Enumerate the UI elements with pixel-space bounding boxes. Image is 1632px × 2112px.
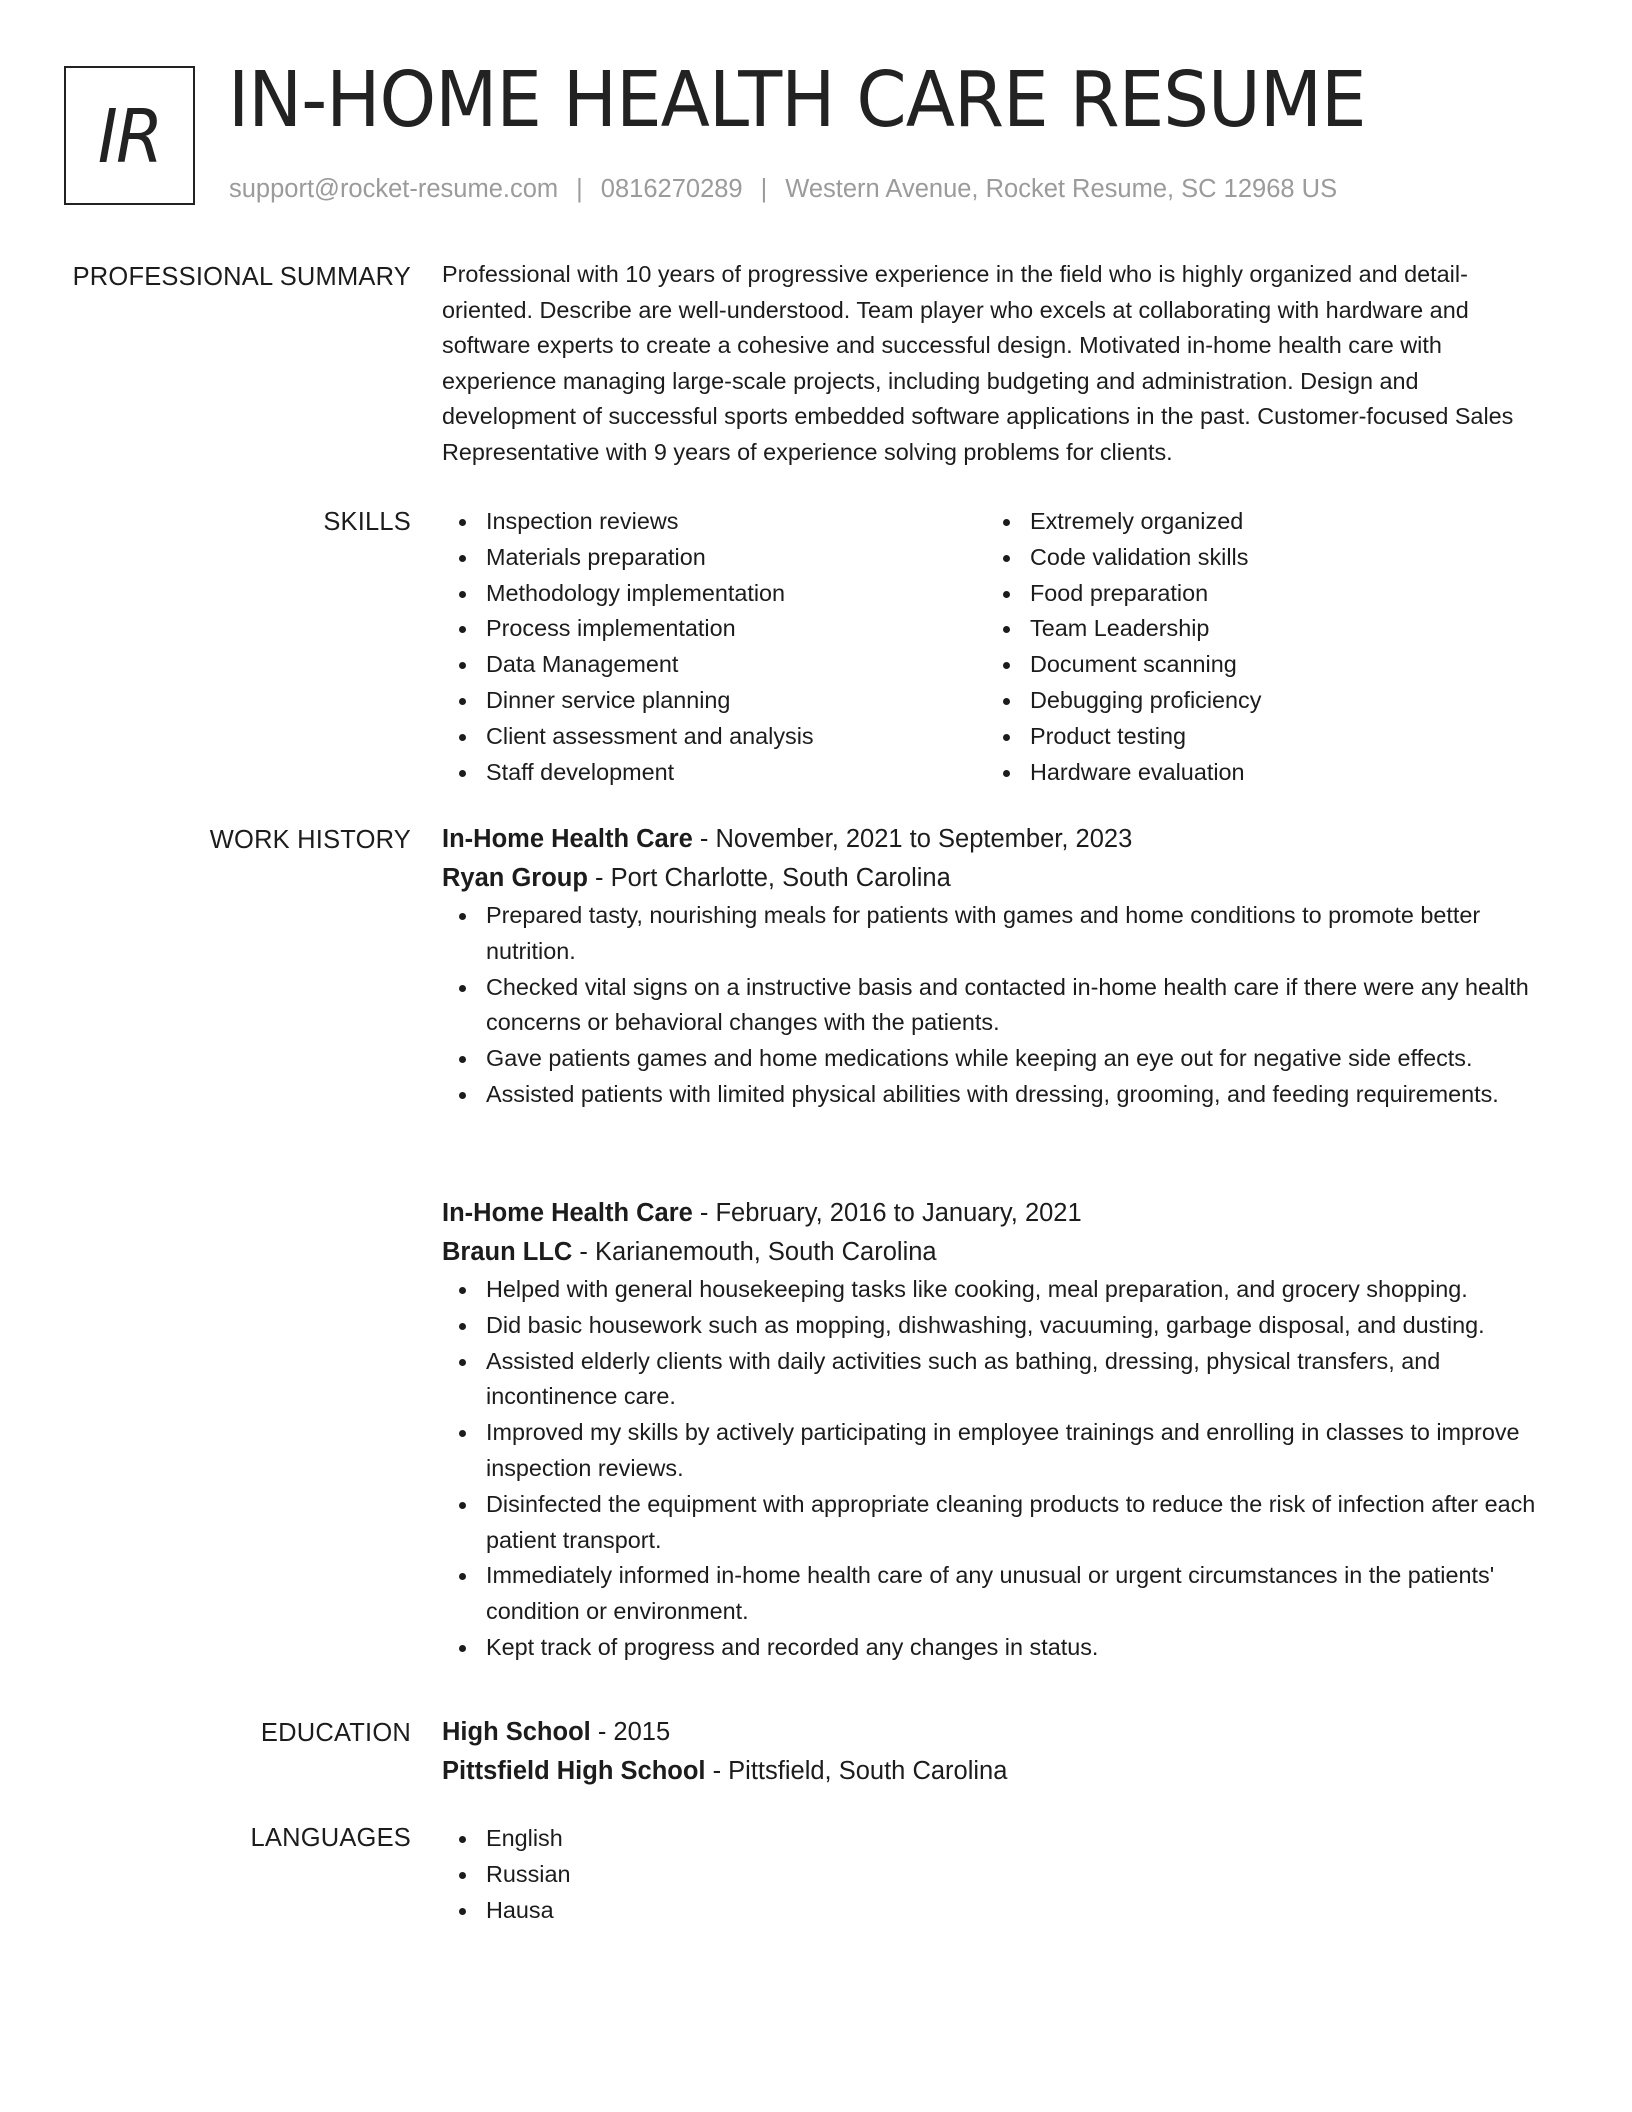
job-dates: - February, 2016 to January, 2021	[692, 1199, 1082, 1227]
job-duty: Helped with general housekeeping tasks like cooking, meal preparation, and grocery shopping.	[442, 1272, 1550, 1308]
education-school: Pittsfield High School	[442, 1757, 706, 1785]
job-duty: Did basic housework such as mopping, dishwashing, vacuuming, garbage disposal, and dusting.	[442, 1308, 1550, 1344]
job-duty: Checked vital signs on a instructive basis and contacted in-home health care if there were any health concerns or behavioral changes with the patients.	[442, 970, 1550, 1042]
monogram-initials: IR	[97, 93, 162, 180]
summary-text: Professional with 10 years of progressive experience in the field who is highly organized and detail-oriented. Describe are well-understood. Team player who excels at collaborating with hardware and software experts to create a cohesive and successful design. Motivated in-home health care with experience managing large-scale projects, including budgeting and administration. Design and development of successful sports embedded software applications in the past. Customer-focused Sales Representative with 9 years of experience solving problems for clients.	[442, 261, 1514, 465]
job-dates: - November, 2021 to September, 2023	[692, 825, 1133, 853]
job-duty: Prepared tasty, nourishing meals for patients with games and home conditions to promote better nutrition.	[442, 898, 1550, 970]
skill-item: Team Leadership	[986, 611, 1530, 647]
job-title-line	[442, 1194, 1550, 1233]
language-item: English	[442, 1821, 1550, 1857]
job-duty: Kept track of progress and recorded any changes in status.	[442, 1630, 1550, 1666]
job-company-line	[442, 1233, 1550, 1272]
education-degree-line	[442, 1713, 1550, 1752]
education-school-line	[442, 1752, 1550, 1791]
job-location: - Port Charlotte, South Carolina	[587, 864, 951, 892]
skill-item: Materials preparation	[442, 540, 986, 576]
job-position: In-Home Health Care	[442, 1199, 693, 1227]
skill-item: Document scanning	[986, 647, 1530, 683]
contact-email: support@rocket-resume.com	[229, 175, 559, 203]
resume-title: IN-HOME HEALTH CARE RESUME	[228, 56, 1366, 145]
contact-phone: 0816270289	[600, 175, 743, 203]
skill-item: Product testing	[986, 719, 1530, 755]
job-position: In-Home Health Care	[442, 825, 693, 853]
skill-item: Debugging proficiency	[986, 683, 1530, 719]
job-company: Ryan Group	[442, 864, 588, 892]
summary-heading: PROFESSIONAL SUMMARY	[72, 263, 411, 291]
job-company: Braun LLC	[442, 1238, 573, 1266]
skills-list-right	[986, 504, 1530, 790]
job-title-line	[442, 820, 1550, 859]
contact-separator: |	[576, 175, 583, 203]
language-item: Russian	[442, 1857, 1550, 1893]
job-duty: Improved my skills by actively participating in employee trainings and enrolling in classes to improve inspection reviews.	[442, 1415, 1550, 1487]
job-entry	[442, 1194, 1550, 1666]
job-entry	[442, 820, 1550, 1113]
monogram-box	[64, 66, 195, 205]
skill-item: Food preparation	[986, 576, 1530, 612]
skills-body	[442, 504, 1550, 790]
skill-item: Extremely organized	[986, 504, 1530, 540]
skills-heading: SKILLS	[323, 508, 411, 536]
languages-heading: LANGUAGES	[250, 1824, 411, 1852]
skill-item: Inspection reviews	[442, 504, 986, 540]
contact-line	[229, 172, 1337, 206]
job-duties-list	[442, 898, 1550, 1113]
skill-item: Methodology implementation	[442, 576, 986, 612]
skills-list-left	[442, 504, 986, 790]
skill-item: Code validation skills	[986, 540, 1530, 576]
education-degree: High School	[442, 1718, 591, 1746]
job-company-line	[442, 859, 1550, 898]
job-duty: Immediately informed in-home health care of any unusual or urgent circumstances in the patients' condition or environment.	[442, 1558, 1550, 1630]
skills-columns	[442, 504, 1550, 790]
skill-item: Process implementation	[442, 611, 986, 647]
education-location: - Pittsfield, South Carolina	[705, 1757, 1008, 1785]
education-year: - 2015	[590, 1718, 671, 1746]
job-duties-list	[442, 1272, 1550, 1666]
job-duty: Disinfected the equipment with appropriate cleaning products to reduce the risk of infection after each patient transport.	[442, 1487, 1550, 1559]
contact-separator: |	[760, 175, 768, 203]
languages-body	[442, 1821, 1550, 1928]
skill-item: Dinner service planning	[442, 683, 986, 719]
job-duty: Assisted patients with limited physical abilities with dressing, grooming, and feeding requirements.	[442, 1077, 1550, 1113]
education-heading: EDUCATION	[260, 1719, 411, 1747]
skill-item: Staff development	[442, 755, 986, 791]
job-duty: Gave patients games and home medications while keeping an eye out for negative side effects.	[442, 1041, 1550, 1077]
contact-address: Western Avenue, Rocket Resume, SC 12968 US	[785, 175, 1338, 203]
job-location: - Karianemouth, South Carolina	[572, 1238, 937, 1266]
summary-body	[442, 257, 1550, 471]
job-duty: Assisted elderly clients with daily activities such as bathing, dressing, physical transfers, and incontinence care.	[442, 1344, 1550, 1416]
education-body	[442, 1713, 1550, 1791]
skill-item: Hardware evaluation	[986, 755, 1530, 791]
work-history-body	[442, 820, 1550, 1660]
skill-item: Data Management	[442, 647, 986, 683]
language-item: Hausa	[442, 1893, 1550, 1929]
work-history-heading: WORK HISTORY	[209, 826, 411, 854]
skill-item: Client assessment and analysis	[442, 719, 986, 755]
languages-list	[442, 1821, 1550, 1928]
